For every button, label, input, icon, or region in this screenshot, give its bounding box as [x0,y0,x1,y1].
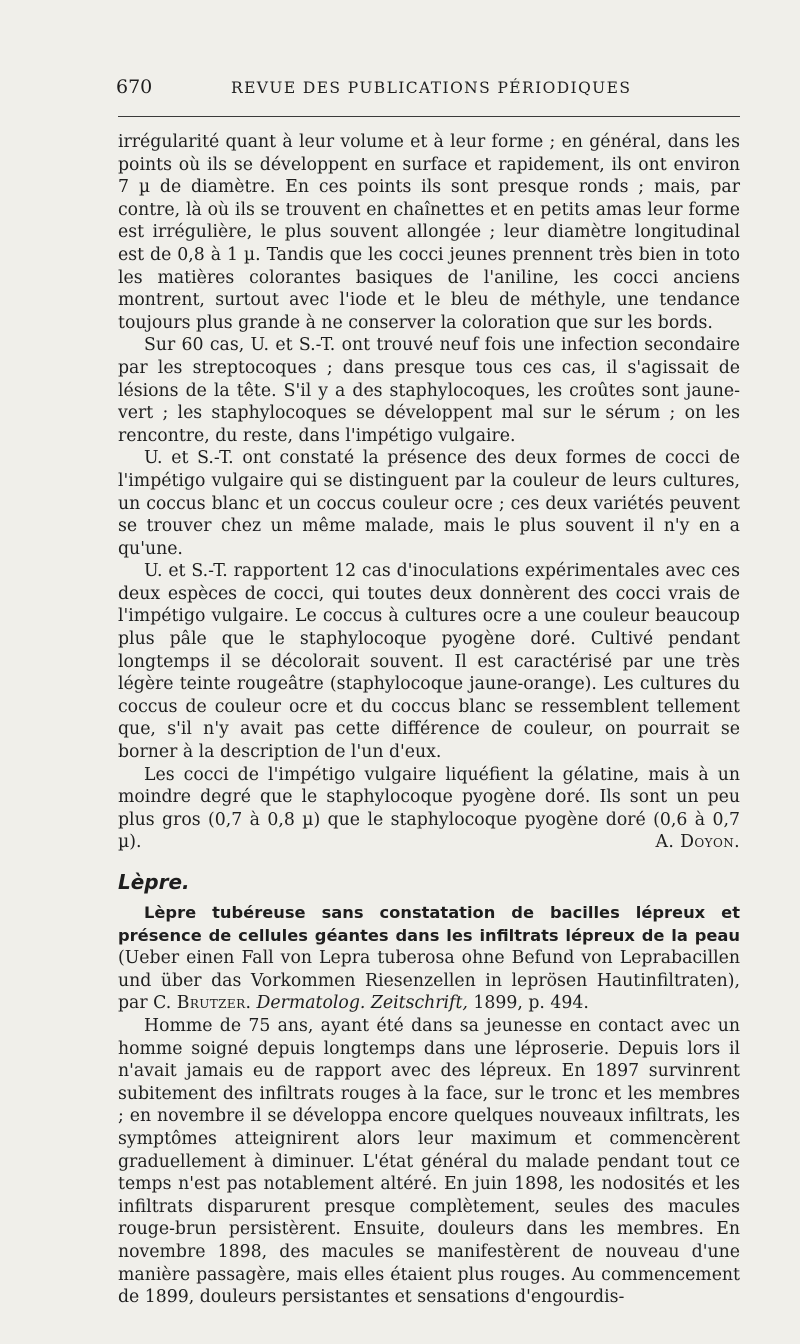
signature: A. Doyon. [655,832,740,853]
paragraph-4: U. et S.-T. rapportent 12 cas d'inoculations expérimentales avec ces deux espèces de cocci, qui toutes deux donnèrent des cocci vrais de l'impétigo vulgaire. Le coccus à cultures ocre a une couleur beaucoup plus pâle que le staphylocoque pyogène doré. Cultivé pendant longtemps il se décolorait souvent. Il est caractérisé par une très légère teinte rougeâtre (staphylocoque jaune-orange). Les cultures du coccus de couleur ocre et du coccus blanc se ressemblent tellement que, s'il n'y avait pas cette différence de couleur, on pourrait se borner à la description de l'un d'eux. [118,561,740,763]
paragraph-6: Homme de 75 ans, ayant été dans sa jeunesse en contact avec un homme soigné depuis longtemps dans une léproserie. Depuis lors il n'avait jamais eu de rapport avec des lépreux. En 1897 survinrent subitement des infiltrats rouges à la face, sur le tronc et les membres ; en novembre il se développa encore quelques nouveaux infiltrats, les symptômes atteignirent alors leur maximum et commencèrent graduellement à diminuer. L'état général du malade pendant tout ce temps n'est pas notablement altéré. En juin 1898, les nodosités et les infiltrats disparurent presque complètement, seules des macules rouge-brun persistèrent. Ensuite, douleurs dans les membres. En novembre 1898, des macules se manifestèrent de nouveau d'une manière passagère, mais elles étaient plus rouges. Au commencement de 1899, douleurs persistantes et sensations d'engourdis- [118,1015,740,1308]
citation-mid: . [245,993,257,1014]
citation-lead: (Ueber einen Fall von Lepra tuberosa ohne Befund von Leprabacillen und über das Vorkommen Riesenzellen in leprösen Hautinfiltraten), par C. [118,948,740,1014]
author-name: Brutzer [176,993,246,1014]
header-rule [118,116,740,117]
paragraph-5-text: Les cocci de l'impétigo vulgaire liquéfient la gélatine, mais à un moindre degré que le staphylocoque pyogène doré. Ils sont un peu plus gros (0,7 à 0,8 µ) que le staphylocoque pyogène doré (0,6 à 0,7 µ). [118,764,740,853]
article-title: Lèpre tubéreuse sans constatation de bacilles lépreux et présence de cellules géantes dans les infiltrats lépreux de la peau [118,903,740,945]
page-number: 670 [116,76,153,98]
body-text [118,131,740,1309]
paragraph-5 [118,764,740,854]
section-title: Lèpre. [118,870,190,894]
paragraph-1: irrégularité quant à leur volume et à leur forme ; en général, dans les points où ils se développent en surface et rapidement, ils ont environ 7 µ de diamètre. En ces points ils sont presque ronds ; mais, par contre, là où ils se trouvent en chaînettes et en petits amas leur forme est irrégulière, le plus souvent allongée ; leur diamètre longitudinal est de 0,8 à 1 µ. Tandis que les cocci jeunes prennent très bien in toto les matières colorantes basiques de l'aniline, les cocci anciens montrent, surtout avec l'iode et le bleu de méthyle, une tendance toujours plus grande à ne conserver la coloration que sur les bords. [118,132,740,333]
running-title: REVUE DES PUBLICATIONS PÉRIODIQUES [231,79,632,97]
page-header [116,76,740,106]
article-heading [118,902,740,1015]
journal-name: Dermatolog. Zeitschrift, [256,993,468,1014]
paragraph-2: Sur 60 cas, U. et S.-T. ont trouvé neuf fois une infection secondaire par les streptocoques ; dans presque tous ces cas, il s'agissait de lésions de la tête. S'il y a des staphylocoques, les croûtes sont jaune-vert ; les staphylocoques se développent mal sur le sérum ; on les rencontre, du reste, dans l'impétigo vulgaire. [118,335,740,446]
citation-tail: 1899, p. 494. [467,993,589,1014]
paragraph-3: U. et S.-T. ont constaté la présence des deux formes de cocci de l'impétigo vulgaire qui se distinguent par la couleur de leurs cultures, un coccus blanc et un coccus couleur ocre ; ces deux variétés peuvent se trouver chez un même malade, mais le plus souvent il n'y en a qu'une. [118,448,740,559]
